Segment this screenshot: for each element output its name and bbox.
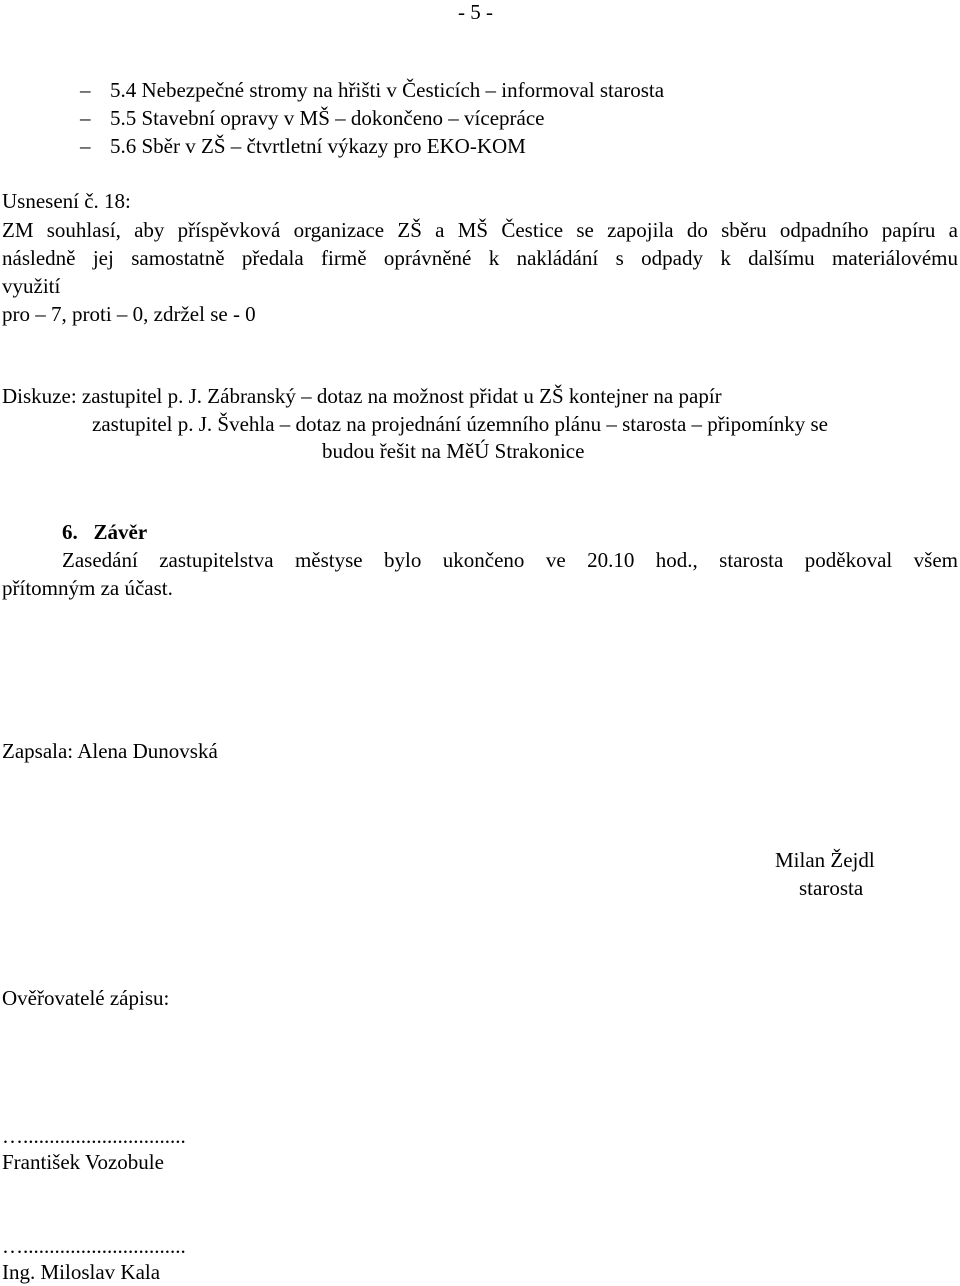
list-item-text: 5.6 Sběr v ZŠ – čtvrtletní výkazy pro EKO-KOM — [110, 134, 526, 158]
list-item-text: 5.4 Nebezpečné stromy na hřišti v Česticích – informoval starosta — [110, 78, 665, 102]
recorder-line: Zapsala: Alena Dunovská — [2, 739, 218, 763]
resolution-line: využití — [2, 274, 61, 298]
list-dash: – — [80, 106, 91, 130]
list-dash: – — [80, 134, 91, 158]
discussion-line: budou řešit na MěÚ Strakonice — [322, 439, 585, 463]
discussion-line: Diskuze: zastupitel p. J. Zábranský – dotaz na možnost přidat u ZŠ kontejner na papír — [2, 384, 722, 408]
verifiers-heading: Ověřovatelé zápisu: — [2, 986, 170, 1010]
signature-line: …............................... — [2, 1234, 186, 1258]
conclusion-line: přítomným za účast. — [2, 576, 173, 600]
list-item — [80, 76, 664, 104]
discussion-line: zastupitel p. J. Švehla – dotaz na projednání územního plánu – starosta – připomínky se — [92, 412, 829, 436]
resolution-line: ZM souhlasí, aby příspěvková organizace ZŠ a MŠ Čestice se zapojila do sběru odpadního papíru a — [2, 218, 958, 242]
verifier-name: František Vozobule — [2, 1150, 164, 1174]
resolution-title: Usnesení č. 18: — [2, 189, 131, 213]
resolution-vote: pro – 7, proti – 0, zdržel se - 0 — [2, 302, 256, 326]
list-item — [80, 132, 526, 160]
signature-line: …............................... — [2, 1124, 186, 1148]
list-item — [80, 104, 544, 132]
mayor-name: Milan Žejdl — [775, 848, 875, 872]
mayor-title: starosta — [799, 876, 864, 900]
resolution-line: následně jej samostatně předala firmě oprávněné k nakládání s odpady k dalšímu materiálovému — [2, 246, 958, 270]
list-dash: – — [80, 78, 91, 102]
conclusion-heading: 6. Závěr — [62, 520, 148, 544]
conclusion-line: Zasedání zastupitelstva městyse bylo ukončeno ve 20.10 hod., starosta poděkoval všem — [62, 548, 958, 572]
list-item-text: 5.5 Stavební opravy v MŠ – dokončeno – vícepráce — [110, 106, 545, 130]
page-number: - 5 - — [458, 0, 493, 24]
verifier-name: Ing. Miloslav Kala — [2, 1260, 161, 1284]
